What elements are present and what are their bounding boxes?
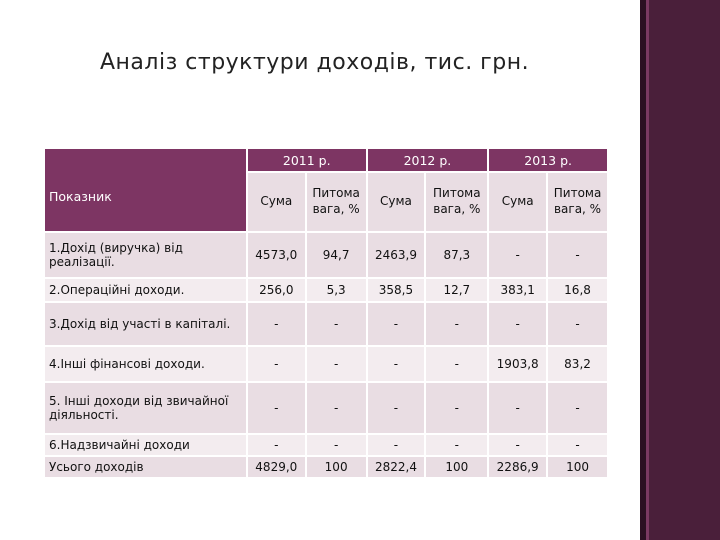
share-subheader: Питома вага, % bbox=[548, 173, 607, 231]
table-row bbox=[45, 457, 607, 477]
sum-cell: - bbox=[368, 347, 425, 381]
sum-cell: 4829,0 bbox=[248, 457, 305, 477]
sum-cell: - bbox=[248, 347, 305, 381]
sum-cell: 256,0 bbox=[248, 279, 305, 301]
share-cell: 94,7 bbox=[307, 233, 366, 277]
income-structure-table bbox=[43, 147, 609, 479]
sum-cell: - bbox=[368, 383, 425, 433]
table-row bbox=[45, 383, 607, 433]
sum-cell: - bbox=[248, 435, 305, 455]
year-header: 2012 р. bbox=[368, 149, 488, 171]
year-header: 2011 р. bbox=[248, 149, 366, 171]
sum-cell: 2286,9 bbox=[489, 457, 546, 477]
share-cell: 83,2 bbox=[548, 347, 607, 381]
sum-cell: - bbox=[248, 303, 305, 345]
sum-cell: - bbox=[248, 383, 305, 433]
sum-subheader: Сума bbox=[368, 173, 425, 231]
row-label: 3.Дохід від участі в капіталі. bbox=[45, 303, 246, 345]
sum-subheader: Сума bbox=[489, 173, 546, 231]
row-label: 4.Інші фінансові доходи. bbox=[45, 347, 246, 381]
row-label: Усього доходів bbox=[45, 457, 246, 477]
share-subheader: Питома вага, % bbox=[307, 173, 366, 231]
share-cell: 5,3 bbox=[307, 279, 366, 301]
share-cell: - bbox=[426, 303, 487, 345]
row-label: 2.Операційні доходи. bbox=[45, 279, 246, 301]
row-label: 5. Інші доходи від звичайної діяльності. bbox=[45, 383, 246, 433]
share-cell: - bbox=[307, 435, 366, 455]
sum-cell: 2463,9 bbox=[368, 233, 425, 277]
share-cell: - bbox=[548, 233, 607, 277]
share-cell: 100 bbox=[307, 457, 366, 477]
share-cell: - bbox=[307, 347, 366, 381]
sum-cell: 2822,4 bbox=[368, 457, 425, 477]
row-label: 1.Дохід (виручка) від реалізації. bbox=[45, 233, 246, 277]
table-row bbox=[45, 303, 607, 345]
page-title: Аналіз структури доходів, тис. грн. bbox=[100, 50, 530, 75]
sum-cell: - bbox=[489, 233, 546, 277]
table-row bbox=[45, 279, 607, 301]
share-cell: - bbox=[307, 303, 366, 345]
sum-cell: - bbox=[489, 435, 546, 455]
sum-cell: 383,1 bbox=[489, 279, 546, 301]
indicator-header: Показник bbox=[45, 149, 246, 231]
share-cell: - bbox=[426, 383, 487, 433]
row-label: 6.Надзвичайні доходи bbox=[45, 435, 246, 455]
table-row bbox=[45, 233, 607, 277]
sum-cell: - bbox=[489, 383, 546, 433]
sidebar-highlight bbox=[646, 0, 649, 540]
share-cell: 100 bbox=[426, 457, 487, 477]
sum-subheader: Сума bbox=[248, 173, 305, 231]
table-header-row bbox=[45, 149, 607, 171]
share-cell: - bbox=[307, 383, 366, 433]
share-cell: 16,8 bbox=[548, 279, 607, 301]
sidebar-panel bbox=[640, 0, 720, 540]
sum-cell: - bbox=[489, 303, 546, 345]
share-subheader: Питома вага, % bbox=[426, 173, 487, 231]
share-cell: - bbox=[548, 303, 607, 345]
share-cell: 87,3 bbox=[426, 233, 487, 277]
share-cell: - bbox=[426, 347, 487, 381]
sum-cell: - bbox=[368, 435, 425, 455]
sum-cell: 358,5 bbox=[368, 279, 425, 301]
sum-cell: - bbox=[368, 303, 425, 345]
share-cell: - bbox=[548, 435, 607, 455]
sum-cell: 4573,0 bbox=[248, 233, 305, 277]
share-cell: 12,7 bbox=[426, 279, 487, 301]
share-cell: 100 bbox=[548, 457, 607, 477]
table-row bbox=[45, 347, 607, 381]
decorative-sidebar bbox=[640, 0, 720, 540]
sum-cell: 1903,8 bbox=[489, 347, 546, 381]
share-cell: - bbox=[426, 435, 487, 455]
share-cell: - bbox=[548, 383, 607, 433]
table-row bbox=[45, 435, 607, 455]
year-header: 2013 р. bbox=[489, 149, 607, 171]
table-body bbox=[45, 233, 607, 477]
